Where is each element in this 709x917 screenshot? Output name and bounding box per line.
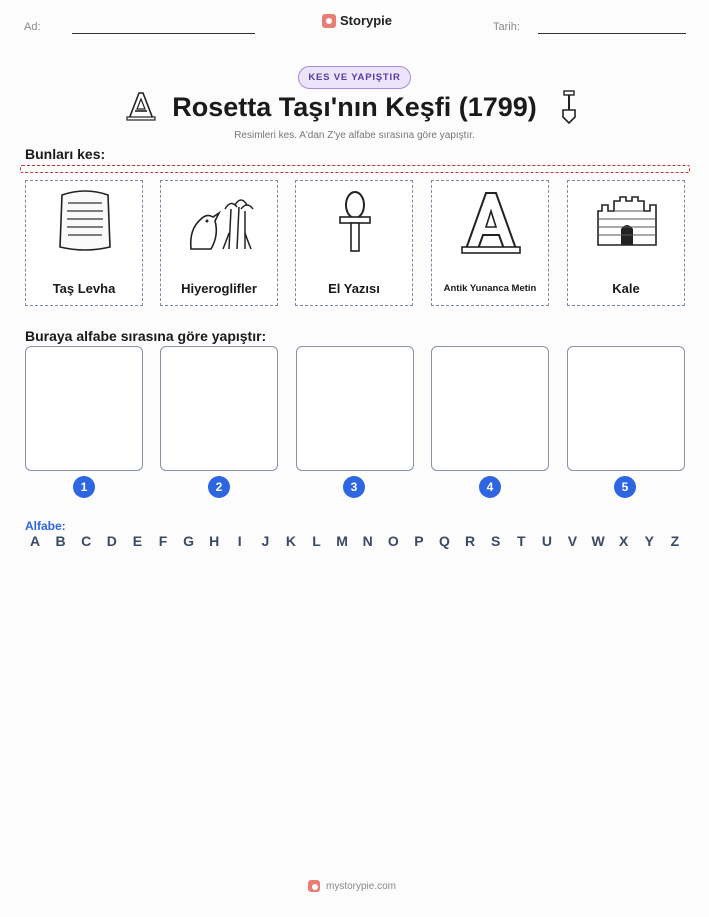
shovel-icon — [558, 90, 580, 124]
page-title: Rosetta Taşı'nın Keşfi (1799) — [172, 92, 537, 122]
alphabet-letter: O — [387, 533, 399, 549]
cut-card-castle[interactable] — [567, 180, 685, 306]
footer — [308, 880, 396, 892]
cut-card-stone-tablet[interactable] — [25, 180, 143, 306]
castle-icon — [592, 189, 662, 255]
brand-name: Storypie — [340, 13, 393, 28]
paste-box-1[interactable] — [25, 346, 143, 471]
instructions: Resimleri kes. A'dan Z'ye alfabe sırasına göre yapıştır. — [234, 130, 475, 141]
alphabet-letter: J — [261, 533, 270, 549]
cut-card-greek-text[interactable] — [431, 180, 549, 306]
number-badge: 4 — [479, 476, 501, 498]
card-label: Taş Levha — [52, 281, 116, 296]
alphabet-label: Alfabe: — [25, 519, 66, 533]
number-badge: 5 — [614, 476, 636, 498]
alphabet-letter: A — [29, 533, 41, 549]
paste-box-2[interactable] — [160, 346, 278, 471]
paste-box-4[interactable] — [431, 346, 549, 471]
alphabet-row — [25, 533, 685, 549]
cut-line — [20, 165, 690, 173]
card-label: Antik Yunanca Metin — [443, 283, 537, 294]
name-label: Ad: — [24, 21, 41, 33]
alphabet-letter: X — [618, 533, 629, 549]
cut-card-ankh[interactable] — [295, 180, 413, 306]
card-label: Hiyeroglifler — [181, 281, 257, 296]
card-label: El Yazısı — [328, 281, 380, 296]
ankh-icon — [320, 189, 390, 255]
paste-section-label: Buraya alfabe sırasına göre yapıştır: — [25, 328, 267, 344]
alphabet-letter: T — [517, 533, 526, 549]
hieroglyphs-icon — [185, 189, 255, 255]
paste-box-3[interactable] — [296, 346, 414, 471]
alphabet-letter: L — [312, 533, 321, 549]
alphabet-letter: P — [414, 533, 424, 549]
alphabet-letter: Y — [644, 533, 654, 549]
stone-tablet-icon — [50, 189, 120, 255]
number-badge: 1 — [73, 476, 95, 498]
alphabet-letter: E — [132, 533, 143, 549]
alphabet-letter: Z — [670, 533, 680, 549]
number-badge: 2 — [208, 476, 230, 498]
alphabet-letter: G — [183, 533, 194, 549]
alphabet-letter: N — [362, 533, 373, 549]
alphabet-letter: D — [106, 533, 117, 549]
name-line[interactable] — [72, 33, 255, 34]
alphabet-letter: K — [285, 533, 296, 549]
alphabet-letter: C — [81, 533, 92, 549]
brand-logo — [322, 13, 392, 28]
date-label: Tarih: — [493, 21, 520, 33]
paste-box-5[interactable] — [567, 346, 685, 471]
activity-badge: KES VE YAPIŞTIR — [298, 66, 411, 89]
card-label: Kale — [612, 281, 640, 296]
date-line[interactable] — [538, 33, 686, 34]
alphabet-letter: V — [567, 533, 578, 549]
alphabet-letter: S — [491, 533, 501, 549]
alphabet-letter: M — [336, 533, 348, 549]
alphabet-letter: Q — [439, 533, 450, 549]
alphabet-letter: H — [209, 533, 220, 549]
cut-card-hieroglyphs[interactable] — [160, 180, 278, 306]
alphabet-letter: U — [541, 533, 552, 549]
alphabet-letter: R — [465, 533, 476, 549]
cut-section-label: Bunları kes: — [25, 146, 106, 162]
alphabet-letter: B — [55, 533, 66, 549]
alphabet-letter: F — [158, 533, 168, 549]
greek-letter-a-icon — [456, 189, 526, 255]
alphabet-letter: I — [237, 533, 242, 549]
alphabet-letter: W — [591, 533, 605, 549]
storypie-logo-icon — [308, 880, 320, 892]
footer-url[interactable]: mystorypie.com — [326, 880, 397, 892]
storypie-logo-icon — [322, 14, 336, 28]
number-badge: 3 — [343, 476, 365, 498]
